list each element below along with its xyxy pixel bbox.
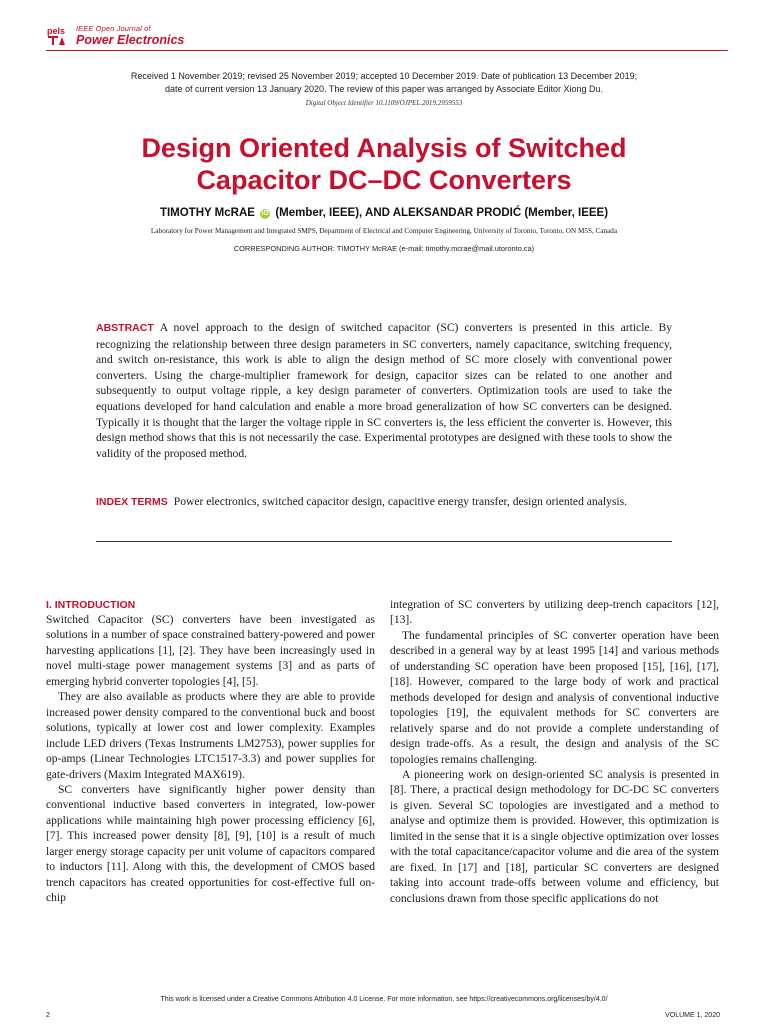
abstract [96, 320, 672, 461]
abstract-divider [96, 541, 672, 542]
abstract-label: ABSTRACT [96, 322, 154, 334]
journal-name: Power Electronics [76, 33, 185, 47]
paper-title [40, 132, 728, 196]
orcid-icon[interactable]: iD [261, 210, 269, 217]
author-1-membership: (Member, IEEE), AND ALEKSANDAR PRODIĆ (Member, IEEE) [275, 207, 609, 219]
author-list [40, 207, 728, 219]
body-paragraph: integration of SC converters by utilizing deep-trench capacitors [12], [13]. [390, 599, 719, 627]
page-number: 2 [46, 1012, 50, 1019]
body-paragraph: Switched Capacitor (SC) converters have been investigated as solutions in a number of space constrained battery-powered and power harvesting applications [1], [2]. They have been increasingly used in novel multi-stage power management systems [3] and as parts of emerging hybrid converter topologies [4], [5]. [46, 614, 375, 688]
author-1-name: TIMOTHY McRAE [159, 207, 255, 219]
body-column-right [390, 598, 719, 907]
section-heading: I. INTRODUCTION [46, 599, 136, 611]
abstract-text: A novel approach to the design of switched capacitor (SC) converters is presented in this article. By recognizing the relationship between three design parameters in SC converters, namely capacitance, switching frequency, and switch on-resistance, this work is able to align the design method of SC more closely with conventional power converters. Using the charge-multiplier framework for design, capacitor sizes can be related to one another and subsequently to output voltage ripple, a key design parameter of converters. Optimization tools are used to take the equations developed for hand calculation and enable a more broad generalization of how SC converters can be designed. Typically it is thought that the larger the voltage ripple in SC converters is, the less efficient the converter is. However, this design method shows that this is not necessarily the case. Experimental prototypes are designed with these tools to show the validity of the proposed method. [96, 321, 672, 460]
doi: Digital Object Identifier 10.1109/OJPEL.2019.2959553 [305, 99, 463, 107]
received-line-2: date of current version 13 January 2020. The review of this paper was arranged by Associate Editor Xiong Du. [164, 84, 604, 94]
license-notice: This work is licensed under a Creative Commons Attribution 4.0 License. For more information, see https://creativecommons.org/licenses/by/4.0/ [160, 996, 608, 1003]
corresponding-author: CORRESPONDING AUTHOR: TIMOTHY McRAE (e-mail: timothy.mcrae@mail.utoronto.ca) [233, 244, 535, 253]
body-paragraph: The fundamental principles of SC converter operation have been described in a general way by at least 1995 [14] and various methods of understanding SC operation have been proposed [15], [16], [17], [18]. However, compared to the large body of work and practical methods developed for design and analysis of conventional inductive topologies [19], the equivalent methods for SC converters are relatively sparse and do not provide a complete understanding of design trade-offs. As a result, the design and analysis of the SC topologies remains challenging. [390, 629, 719, 766]
volume-label: VOLUME 1, 2020 [665, 1012, 720, 1019]
body-paragraph: A pioneering work on design-oriented SC analysis is presented in [8]. There, a practical design methodology for DC-DC SC converters is given. Several SC topologies are investigated and a method to analyse and optimize them is provided. However, this optimization is limited in the sense that it is a single objective optimization over losses with the total capacitance/capacitor volume and die area of the system are fixed. In [17] and [18], particular SC converters are designed taking into account trade-offs between volume and efficiency, but conclusions drawn from those specific applications do not [390, 768, 719, 905]
title-line-1: Design Oriented Analysis of Switched [141, 133, 627, 163]
received-line-1: Received 1 November 2019; revised 25 November 2019; accepted 10 December 2019. Date of publication 13 December 2019; [130, 71, 638, 81]
body-paragraph: They are also available as products where they are able to provide increased power density compared to the conventional buck and boost solutions, typically at lower cost and lower complexity. Examples include LED drivers (Texas Instruments LM2753), power supplies for op-amps (Linear Technologies LTC1517-3.3) and power supplies for gate-drivers (Maxim Integrated MAX619). [46, 691, 375, 781]
publication-history [60, 70, 708, 96]
title-line-2: Capacitor DC–DC Converters [196, 165, 572, 195]
index-terms [96, 494, 672, 511]
header-divider [46, 50, 728, 51]
affiliation: Laboratory for Power Management and Integrated SMPS, Department of Electrical and Computer Engineering, University of Toronto, Toronto, ON M5S, Canada [150, 227, 618, 235]
journal-name-small: IEEE Open Journal of [76, 24, 151, 33]
index-terms-text: Power electronics, switched capacitor design, capacitive energy transfer, design oriented analysis. [173, 495, 628, 508]
logo-text: pels [47, 26, 66, 36]
pels-logo-icon [46, 25, 74, 47]
body-paragraph: SC converters have significantly higher power density than conventional inductive based converters in integrated, low-power applications while maintaining high power processing efficiency [6], [7]. This increased power density [8], [9], [10] is a result of much larger energy storage capacity per unit volume of capacitors compared to inductors [11]. Along with this, the development of CMOS based trench capacitors has created opportunities for cost-effective full on-chip [46, 783, 375, 905]
body-column-left [46, 598, 375, 907]
index-terms-label: INDEX TERMS [96, 496, 168, 508]
